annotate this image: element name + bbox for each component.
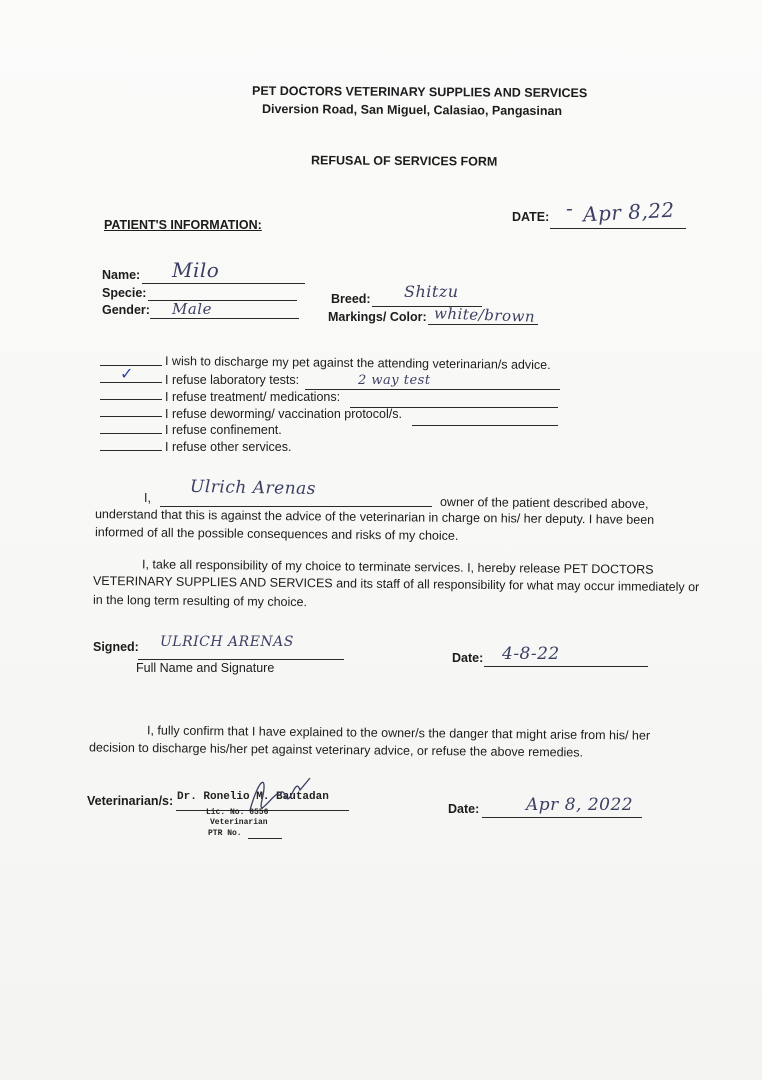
signed-line	[138, 659, 344, 660]
refusal-discharge: I wish to discharge my pet against the attending veterinarian/s advice.	[164, 353, 551, 373]
breed-label: Breed:	[331, 292, 371, 306]
statement-line-3: informed of all the possible consequences and risks of my choice.	[94, 525, 459, 543]
release-line-3: in the long term resulting of my choice.	[92, 592, 308, 610]
form-title: REFUSAL OF SERVICES FORM	[310, 153, 498, 169]
check-line-confinement[interactable]	[100, 433, 162, 434]
refusal-confinement: I refuse confinement.	[165, 423, 282, 437]
breed-value: Shitzu	[404, 282, 459, 301]
owner-date-value: 4-8-22	[502, 644, 560, 664]
vet-ptr-stamp: PTR No.	[208, 829, 242, 838]
check-line-treatment[interactable]	[100, 399, 162, 400]
vet-confirm-line-1: I, fully confirm that I have explained to the owner/s the danger that might arise from his/ her	[146, 723, 651, 743]
check-line-other[interactable]	[100, 450, 162, 451]
refusal-other: I refuse other services.	[165, 440, 292, 454]
statement-line-1-tail: owner of the patient described above,	[439, 494, 649, 512]
vet-date-label: Date:	[448, 802, 480, 816]
date-line	[550, 228, 686, 229]
date-prefix-mark: -	[566, 196, 574, 220]
release-line-1: I, take all responsibility of my choice to terminate services. I, hereby release PET DOCTORS	[141, 557, 654, 577]
owner-date-label: Date:	[452, 651, 484, 665]
vet-license-stamp: Lic. No. 6556	[206, 808, 269, 817]
vet-signature-scribble	[240, 770, 320, 820]
owner-date-line	[484, 666, 648, 667]
gender-line	[150, 318, 299, 319]
refusal-lab-tests: I refuse laboratory tests:	[165, 373, 300, 387]
signed-label: Signed:	[93, 640, 139, 654]
vet-ptr-line	[248, 838, 282, 839]
name-value: Milo	[172, 258, 220, 282]
specie-label: Specie:	[102, 286, 147, 300]
markings-label: Markings/ Color:	[328, 310, 427, 324]
gender-label: Gender:	[102, 303, 150, 317]
vet-label: Veterinarian/s:	[87, 794, 174, 808]
signed-caption: Full Name and Signature	[136, 661, 275, 675]
name-line	[142, 283, 305, 284]
statement-line-2: understand that this is against the advice of the veterinarian in charge on his/ her deputy. I have been	[94, 507, 655, 527]
gender-value: Male	[172, 300, 212, 318]
vet-confirm-line-2: decision to discharge his/her pet against veterinary advice, or refuse the above remedies.	[88, 740, 584, 760]
refusal-deworming: I refuse deworming/ vaccination protocol/s.	[165, 407, 402, 421]
patient-info-heading: PATIENT'S INFORMATION:	[104, 218, 262, 232]
statement-pronoun: I,	[144, 491, 151, 505]
check-line-deworming[interactable]	[100, 416, 162, 417]
date-label: DATE:	[512, 210, 550, 224]
business-name: PET DOCTORS VETERINARY SUPPLIES AND SERVICES	[251, 83, 588, 101]
lab-tests-detail: 2 way test	[358, 373, 431, 388]
owner-name: Ulrich Arenas	[189, 476, 317, 500]
business-address: Diversion Road, San Miguel, Calasiao, Pangasinan	[261, 101, 563, 119]
deworming-detail-line	[412, 425, 558, 426]
lab-tests-detail-line	[305, 389, 560, 390]
release-line-2: VETERINARY SUPPLIES AND SERVICES and its staff of all responsibility for what may occur immediately or	[92, 573, 700, 595]
vet-date-line	[482, 817, 642, 818]
refusal-treatment: I refuse treatment/ medications:	[165, 390, 341, 404]
vet-name-stamp: Dr. Ronelio M. Bautadan	[177, 791, 329, 803]
signed-value: ULRICH ARENAS	[160, 634, 294, 650]
vet-date-value: Apr 8, 2022	[526, 795, 634, 815]
owner-name-line	[160, 506, 432, 507]
check-mark-icon: ✓	[120, 366, 134, 383]
date-value: Apr 8,22	[582, 197, 676, 227]
vet-title-stamp: Veterinarian	[210, 818, 268, 827]
specie-line	[148, 300, 297, 301]
name-label: Name:	[102, 268, 141, 282]
markings-value: white/brown	[433, 304, 536, 326]
